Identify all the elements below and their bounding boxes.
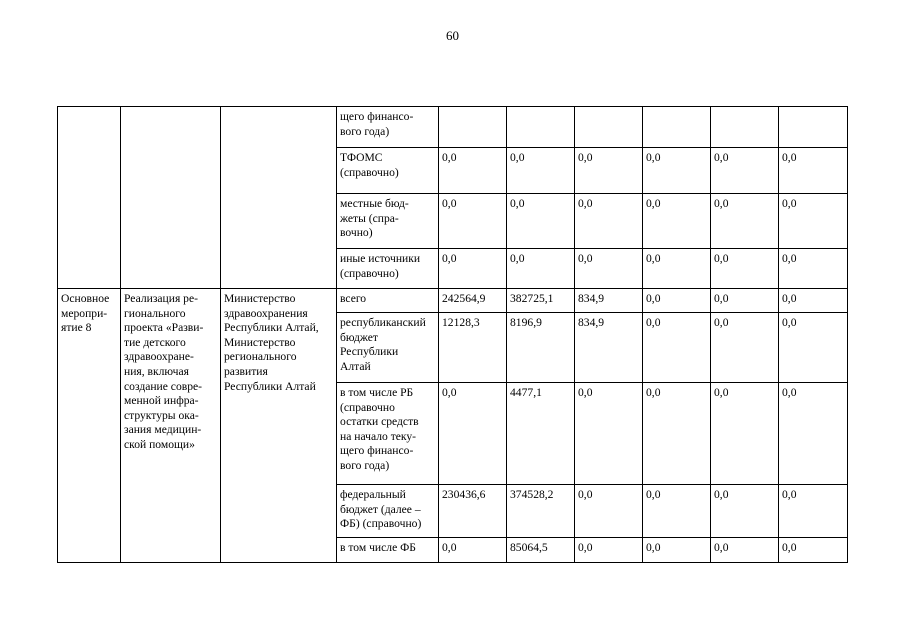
- value-cell: 0,0: [507, 249, 575, 289]
- value-cell: 0,0: [779, 249, 848, 289]
- funding-source-cell: ТФОМС (справочно): [337, 148, 439, 194]
- activity-name-cell: Основное меропри- ятие 8: [58, 289, 121, 563]
- value-cell: 0,0: [575, 194, 643, 249]
- value-cell: 374528,2: [507, 485, 575, 538]
- value-cell: 0,0: [643, 289, 711, 313]
- value-cell: 230436,6: [439, 485, 507, 538]
- funding-source-cell: иные источники (справочно): [337, 249, 439, 289]
- funding-source-cell: местные бюд- жеты (спра- вочно): [337, 194, 439, 249]
- funding-source-cell: всего: [337, 289, 439, 313]
- value-cell: 0,0: [643, 148, 711, 194]
- page-number: 60: [446, 28, 459, 43]
- funding-source-cell: федеральный бюджет (далее – ФБ) (справочно): [337, 485, 439, 538]
- value-cell: 0,0: [779, 194, 848, 249]
- value-cell: [439, 107, 507, 148]
- value-cell: 0,0: [779, 485, 848, 538]
- value-cell: 0,0: [779, 313, 848, 383]
- value-cell: 0,0: [575, 538, 643, 563]
- value-cell: 0,0: [711, 289, 779, 313]
- activity-executor-cell: [221, 107, 337, 289]
- value-cell: 834,9: [575, 289, 643, 313]
- value-cell: 242564,9: [439, 289, 507, 313]
- value-cell: 0,0: [779, 148, 848, 194]
- activity-executor-cell: Министерство здравоохранения Республики Алтай, Министерство регионального развития Республики Алтай: [221, 289, 337, 563]
- value-cell: 0,0: [575, 148, 643, 194]
- table-row: [58, 289, 848, 313]
- value-cell: 0,0: [779, 383, 848, 485]
- value-cell: 0,0: [711, 194, 779, 249]
- value-cell: 0,0: [575, 383, 643, 485]
- value-cell: 0,0: [643, 383, 711, 485]
- table-row: [58, 107, 848, 148]
- value-cell: 834,9: [575, 313, 643, 383]
- value-cell: [507, 107, 575, 148]
- value-cell: 0,0: [711, 148, 779, 194]
- value-cell: 4477,1: [507, 383, 575, 485]
- funding-source-cell: в том числе ФБ: [337, 538, 439, 563]
- funding-source-cell: в том числе РБ (справочно остатки средств на начало теку- щего финансо- вого года): [337, 383, 439, 485]
- value-cell: 0,0: [439, 538, 507, 563]
- value-cell: 0,0: [439, 383, 507, 485]
- value-cell: 0,0: [439, 249, 507, 289]
- value-cell: 0,0: [711, 313, 779, 383]
- budget-table: [57, 106, 848, 563]
- value-cell: 0,0: [779, 538, 848, 563]
- value-cell: 0,0: [643, 538, 711, 563]
- value-cell: 8196,9: [507, 313, 575, 383]
- value-cell: 0,0: [575, 485, 643, 538]
- activity-name-cell: [58, 107, 121, 289]
- value-cell: 0,0: [711, 383, 779, 485]
- value-cell: 0,0: [439, 194, 507, 249]
- value-cell: [575, 107, 643, 148]
- value-cell: [711, 107, 779, 148]
- value-cell: [779, 107, 848, 148]
- value-cell: 0,0: [507, 148, 575, 194]
- value-cell: 0,0: [779, 289, 848, 313]
- value-cell: [643, 107, 711, 148]
- value-cell: 12128,3: [439, 313, 507, 383]
- funding-source-cell: щего финансо- вого года): [337, 107, 439, 148]
- value-cell: 0,0: [575, 249, 643, 289]
- value-cell: 0,0: [711, 538, 779, 563]
- value-cell: 0,0: [439, 148, 507, 194]
- value-cell: 0,0: [711, 249, 779, 289]
- value-cell: 0,0: [507, 194, 575, 249]
- activity-description-cell: Реализация ре- гионального проекта «Разви- тие детского здравоохране- ния, включая создание совре- менной инфра- структуры ока- зания медицин- ской помощи»: [121, 289, 221, 563]
- value-cell: 0,0: [643, 313, 711, 383]
- value-cell: 85064,5: [507, 538, 575, 563]
- value-cell: 0,0: [643, 194, 711, 249]
- value-cell: 382725,1: [507, 289, 575, 313]
- value-cell: 0,0: [711, 485, 779, 538]
- activity-description-cell: [121, 107, 221, 289]
- table-body: [58, 107, 848, 563]
- value-cell: 0,0: [643, 485, 711, 538]
- funding-source-cell: республиканский бюджет Республики Алтай: [337, 313, 439, 383]
- value-cell: 0,0: [643, 249, 711, 289]
